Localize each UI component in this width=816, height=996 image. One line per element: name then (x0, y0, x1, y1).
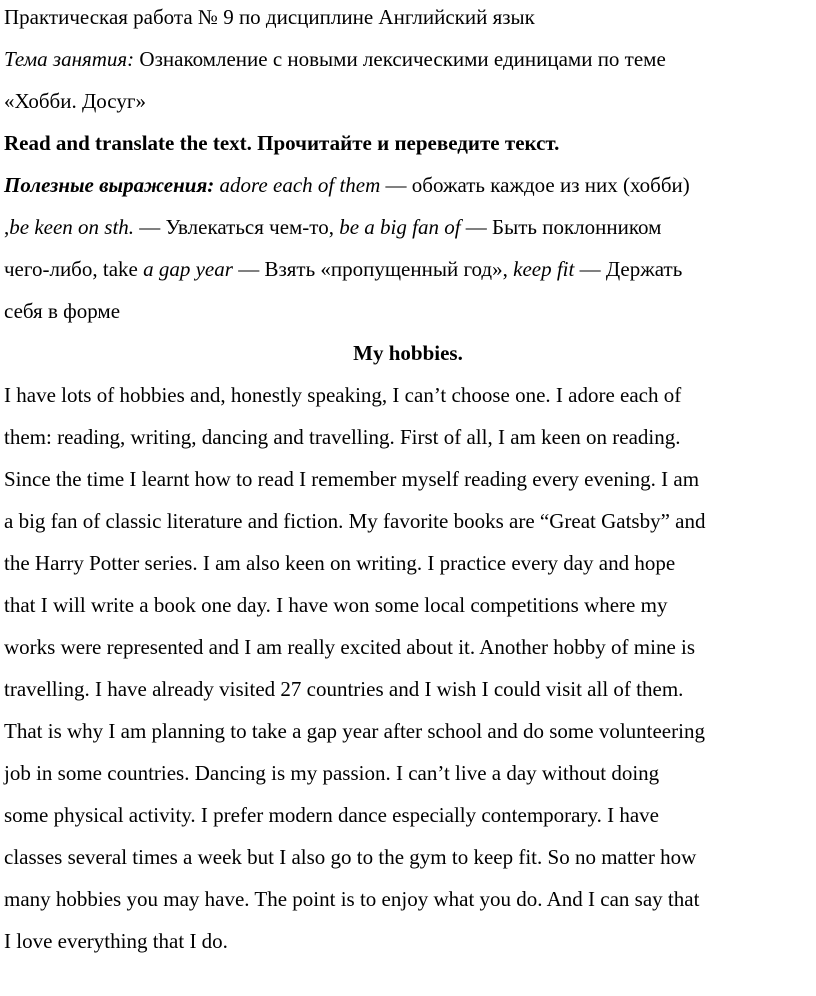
phrase-1-en: adore each of them (219, 173, 381, 197)
text-line: some physical activity. I prefer modern dance especially contemporary. I have (4, 803, 659, 827)
phrases-line-4 (4, 290, 812, 332)
text-line: job in some countries. Dancing is my passion. I can’t live a day without doing (4, 761, 660, 785)
text-line: travelling. I have already visited 27 countries and I wish I could visit all of them. (4, 677, 684, 701)
practical-work-heading (4, 0, 812, 38)
phrase-4-ru: — Взять «пропущенный год», (232, 257, 514, 281)
phrase-5-ru-cont: себя в форме (4, 299, 121, 323)
text-title: My hobbies. (353, 341, 463, 365)
phrase-2-prefix: , (4, 215, 10, 239)
practical-work-text: Практическая работа № 9 по дисциплине Английский язык (4, 5, 535, 29)
phrase-4-en: a gap year (143, 257, 233, 281)
phrase-1-ru: — обожать каждое из них (хобби) (380, 173, 690, 197)
text-line: a big fan of classic literature and fiction. My favorite books are “Great Gatsby” and (4, 509, 706, 533)
topic-label: Тема занятия: (4, 47, 135, 71)
text-line: Since the time I learnt how to read I remember myself reading every evening. I am (4, 467, 700, 491)
phrase-2-ru: — Увлекаться чем-то, (134, 215, 340, 239)
text-line: I love everything that I do. (4, 929, 228, 953)
phrases-line-1 (4, 164, 812, 206)
phrase-3-ru: — Быть поклонником (460, 215, 662, 239)
phrase-2-en: be keen on sth. (9, 215, 135, 239)
phrase-3-ru-cont: чего-либо, take (4, 257, 144, 281)
phrases-label: Полезные выражения: (4, 173, 215, 197)
topic-text-cont: «Хобби. Досуг» (4, 89, 146, 113)
topic-line (4, 38, 812, 80)
topic-text: Ознакомление с новыми лексическими единицами по теме (134, 47, 666, 71)
text-line: them: reading, writing, dancing and travelling. First of all, I am keen on reading. (4, 425, 681, 449)
text-line: classes several times a week but I also go to the gym to keep fit. So no matter how (4, 845, 697, 869)
topic-line-cont (4, 80, 812, 122)
text-body (4, 374, 812, 962)
instruction-text: Read and translate the text. Прочитайте и переведите текст. (4, 131, 560, 155)
text-line: many hobbies you may have. The point is to enjoy what you do. And I can say that (4, 887, 700, 911)
phrase-3-en: be a big fan of (339, 215, 461, 239)
phrase-5-en: keep fit (513, 257, 575, 281)
text-line: I have lots of hobbies and, honestly speaking, I can’t choose one. I adore each of (4, 383, 682, 407)
instruction-line (4, 122, 812, 164)
text-line: the Harry Potter series. I am also keen on writing. I practice every day and hope (4, 551, 676, 575)
text-line: works were represented and I am really excited about it. Another hobby of mine is (4, 635, 696, 659)
text-line: That is why I am planning to take a gap year after school and do some volunteering (4, 719, 705, 743)
phrases-line-3 (4, 248, 812, 290)
phrases-line-2 (4, 206, 812, 248)
phrase-5-ru: — Держать (574, 257, 683, 281)
text-line: that I will write a book one day. I have won some local competitions where my (4, 593, 668, 617)
